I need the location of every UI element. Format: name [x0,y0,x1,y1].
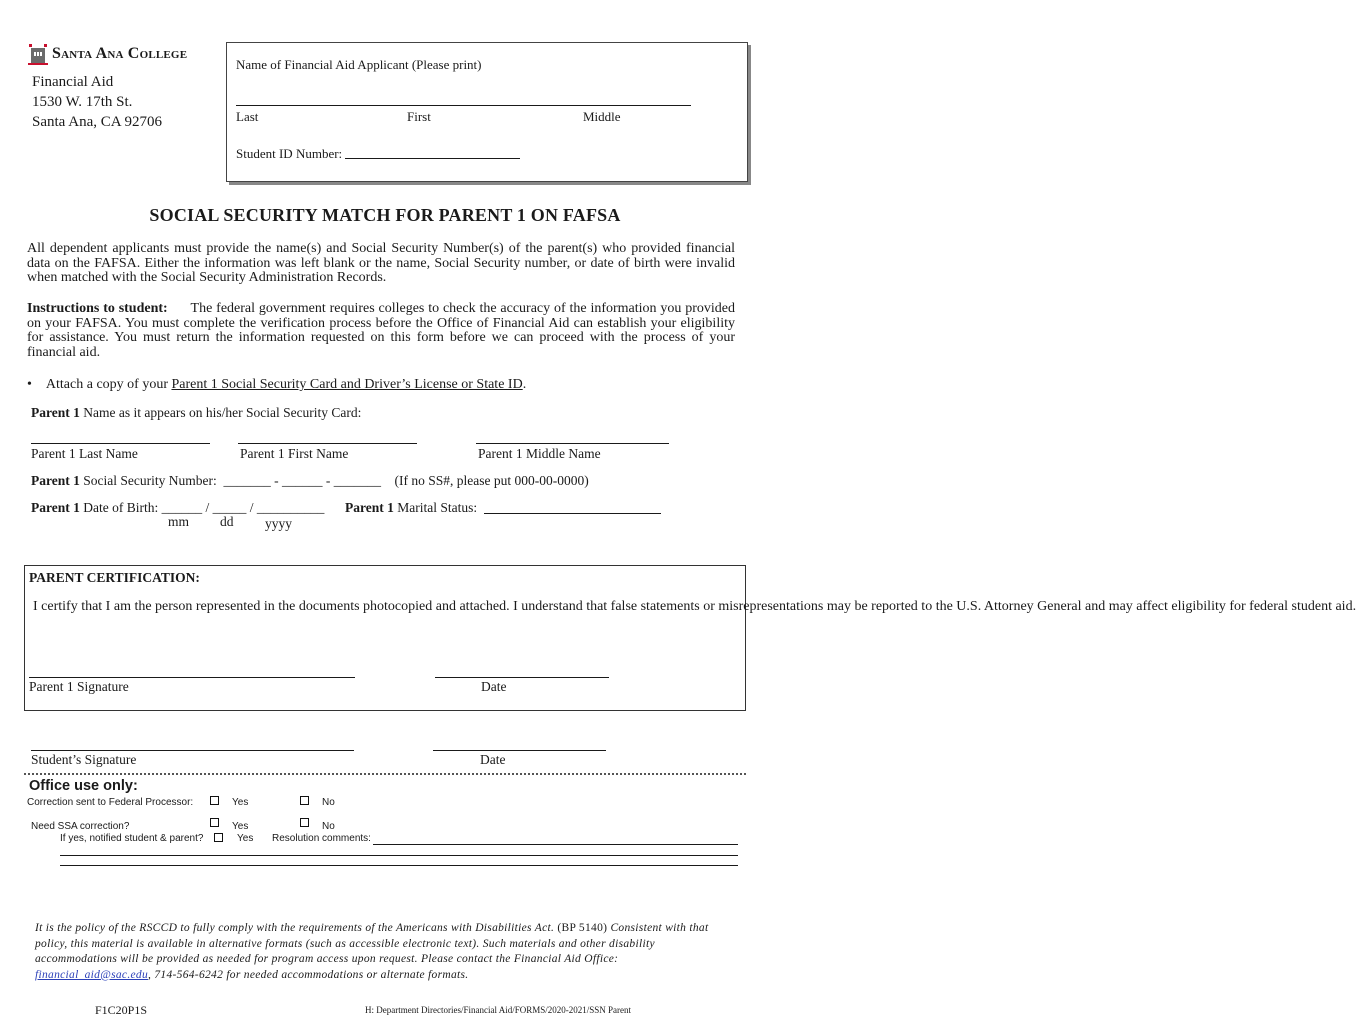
resolution-line-2[interactable] [60,855,738,856]
parent-first-name-label: Parent 1 First Name [240,446,349,461]
name-as-appears-label: Name as it appears on his/her Social Security Card: [83,405,362,420]
resolution-line-1[interactable] [373,844,738,845]
parent-signature-field[interactable] [29,677,355,678]
parent-ssn-row [31,473,589,489]
marital-status-field[interactable] [484,513,661,514]
office-use-heading: Office use only: [29,778,138,794]
policy-phone: , 714-564-6242 for needed accommodations or alternate formats. [148,968,469,981]
correction-yes-checkbox[interactable] [210,796,219,805]
parent-bold-4: Parent 1 [345,500,394,515]
bullet-required-docs: Parent 1 Social Security Card and Driver’s License or State ID [171,377,523,392]
policy-text-2: Consistent with that policy, this material is available in alternative formats (such as accessible electronic text). Such materials and other disability accommodations will be provided as needed for program access upon request. Please contact the Financial Aid Office: [35,922,709,965]
student-id-field[interactable] [345,158,520,159]
college-logo [28,41,48,67]
applicant-name-label: Name of Financial Aid Applicant (Please print) [236,57,482,72]
parent-bold-1: Parent 1 [31,405,80,420]
ssa-yes-checkbox[interactable] [210,818,219,827]
resolution-label: Resolution comments: [272,833,371,844]
policy-text-1: It is the policy of the RSCCD to fully comply with the requirements of the Americans with Disabilities Act. [35,922,555,934]
correction-no-label: No [322,797,335,808]
parent-middle-name-label: Parent 1 Middle Name [478,446,601,461]
financial-aid-email-link[interactable]: financial_aid@sac.edu [35,968,149,981]
first-label: First [407,109,431,124]
form-code: F1C20P1S [95,1003,148,1017]
student-date-field[interactable] [433,750,606,751]
notified-label: If yes, notified student & parent? [60,833,204,844]
parent-date-label: Date [481,679,507,694]
last-label: Last [236,109,259,124]
dob-mm: mm [168,514,190,529]
parent-signature-label: Parent 1 Signature [29,679,129,694]
notified-yes-label: Yes [237,833,254,844]
file-path: H: Department Directories/Financial Aid/FORMS/2020-2021/SSN Parent [365,1005,631,1015]
parent-marital-row [345,500,477,516]
student-signature-field[interactable] [31,750,354,751]
instructions-paragraph [27,302,735,360]
instructions-text: The federal government requires colleges to check the accuracy of the information you provided on your FAFSA. You must complete the verification process before the Office of Financial Aid can establish your eligibility for assistance. You must return the information requested on this form before we can proceed with the process of your financial aid. [27,301,735,360]
dob-field[interactable]: ______ / _____ / __________ [161,500,325,515]
intro-paragraph: All dependent applicants must provide the name(s) and Social Security Number(s) of the parent(s) who provided financial data on the FAFSA. Either the information was left blank or the name, Social Security number, or date of birth were invalid when matched with the Social Security Administration Records. [27,241,735,285]
name-as-appears-line [31,405,361,421]
middle-label: Middle [583,109,621,124]
parent-bold-2: Parent 1 [31,473,80,488]
ssn-label: Social Security Number: [83,473,217,488]
office-address: Financial Aid 1530 W. 17th St. Santa Ana, CA 92706 [32,74,162,130]
resolution-line-3[interactable] [60,865,738,866]
correction-no-checkbox[interactable] [300,796,309,805]
applicant-info-box [226,42,748,182]
parent-last-name-field[interactable] [31,443,210,444]
ssn-note: (If no SS#, please put 000-00-0000) [394,473,589,488]
bullet-dot: • [27,377,46,392]
office-divider [24,773,746,775]
parent-certification-box [24,565,1356,711]
ssa-no-checkbox[interactable] [300,818,309,827]
dob-dd: dd [220,514,234,529]
ssa-yes-label: Yes [232,821,249,832]
student-id-label: Student ID Number: [236,146,343,161]
attach-bullet [27,377,526,393]
need-ssa-label: Need SSA correction? [31,821,130,832]
parent-date-field[interactable] [435,677,609,678]
parent-last-name-label: Parent 1 Last Name [31,446,138,461]
form-title: SOCIAL SECURITY MATCH FOR PARENT 1 ON FAFSA [149,205,621,225]
correction-yes-label: Yes [232,797,249,808]
college-name: Santa Ana College [52,45,188,62]
dob-yyyy: yyyy [265,516,292,531]
ssn-field[interactable]: _______ - ______ - _______ [223,473,381,488]
notified-yes-checkbox[interactable] [214,833,223,842]
bullet-suffix: . [522,377,527,392]
parent-bold-3: Parent 1 [31,500,80,515]
parent-middle-name-field[interactable] [476,443,669,444]
certification-heading: PARENT CERTIFICATION: [29,570,200,585]
certification-text: I certify that I am the person represented in the documents photocopied and attached. I understand that false statements or misrepresentations may be reported to the U.S. Attorney General and may affect eligibility for federal student aid. [33,599,1356,614]
correction-label: Correction sent to Federal Processor: [27,797,194,808]
policy-code: (BP 5140) [557,922,608,934]
instructions-label: Instructions to student: [27,301,168,316]
ssa-no-label: No [322,821,335,832]
applicant-name-field[interactable] [236,105,691,106]
dob-label: Date of Birth: [83,500,159,515]
bullet-prefix: Attach a copy of your [45,377,172,392]
student-date-label: Date [480,752,506,767]
marital-label: Marital Status: [397,500,478,515]
parent-first-name-field[interactable] [238,443,417,444]
ada-policy-note [35,921,737,983]
student-signature-label: Student’s Signature [31,752,137,767]
